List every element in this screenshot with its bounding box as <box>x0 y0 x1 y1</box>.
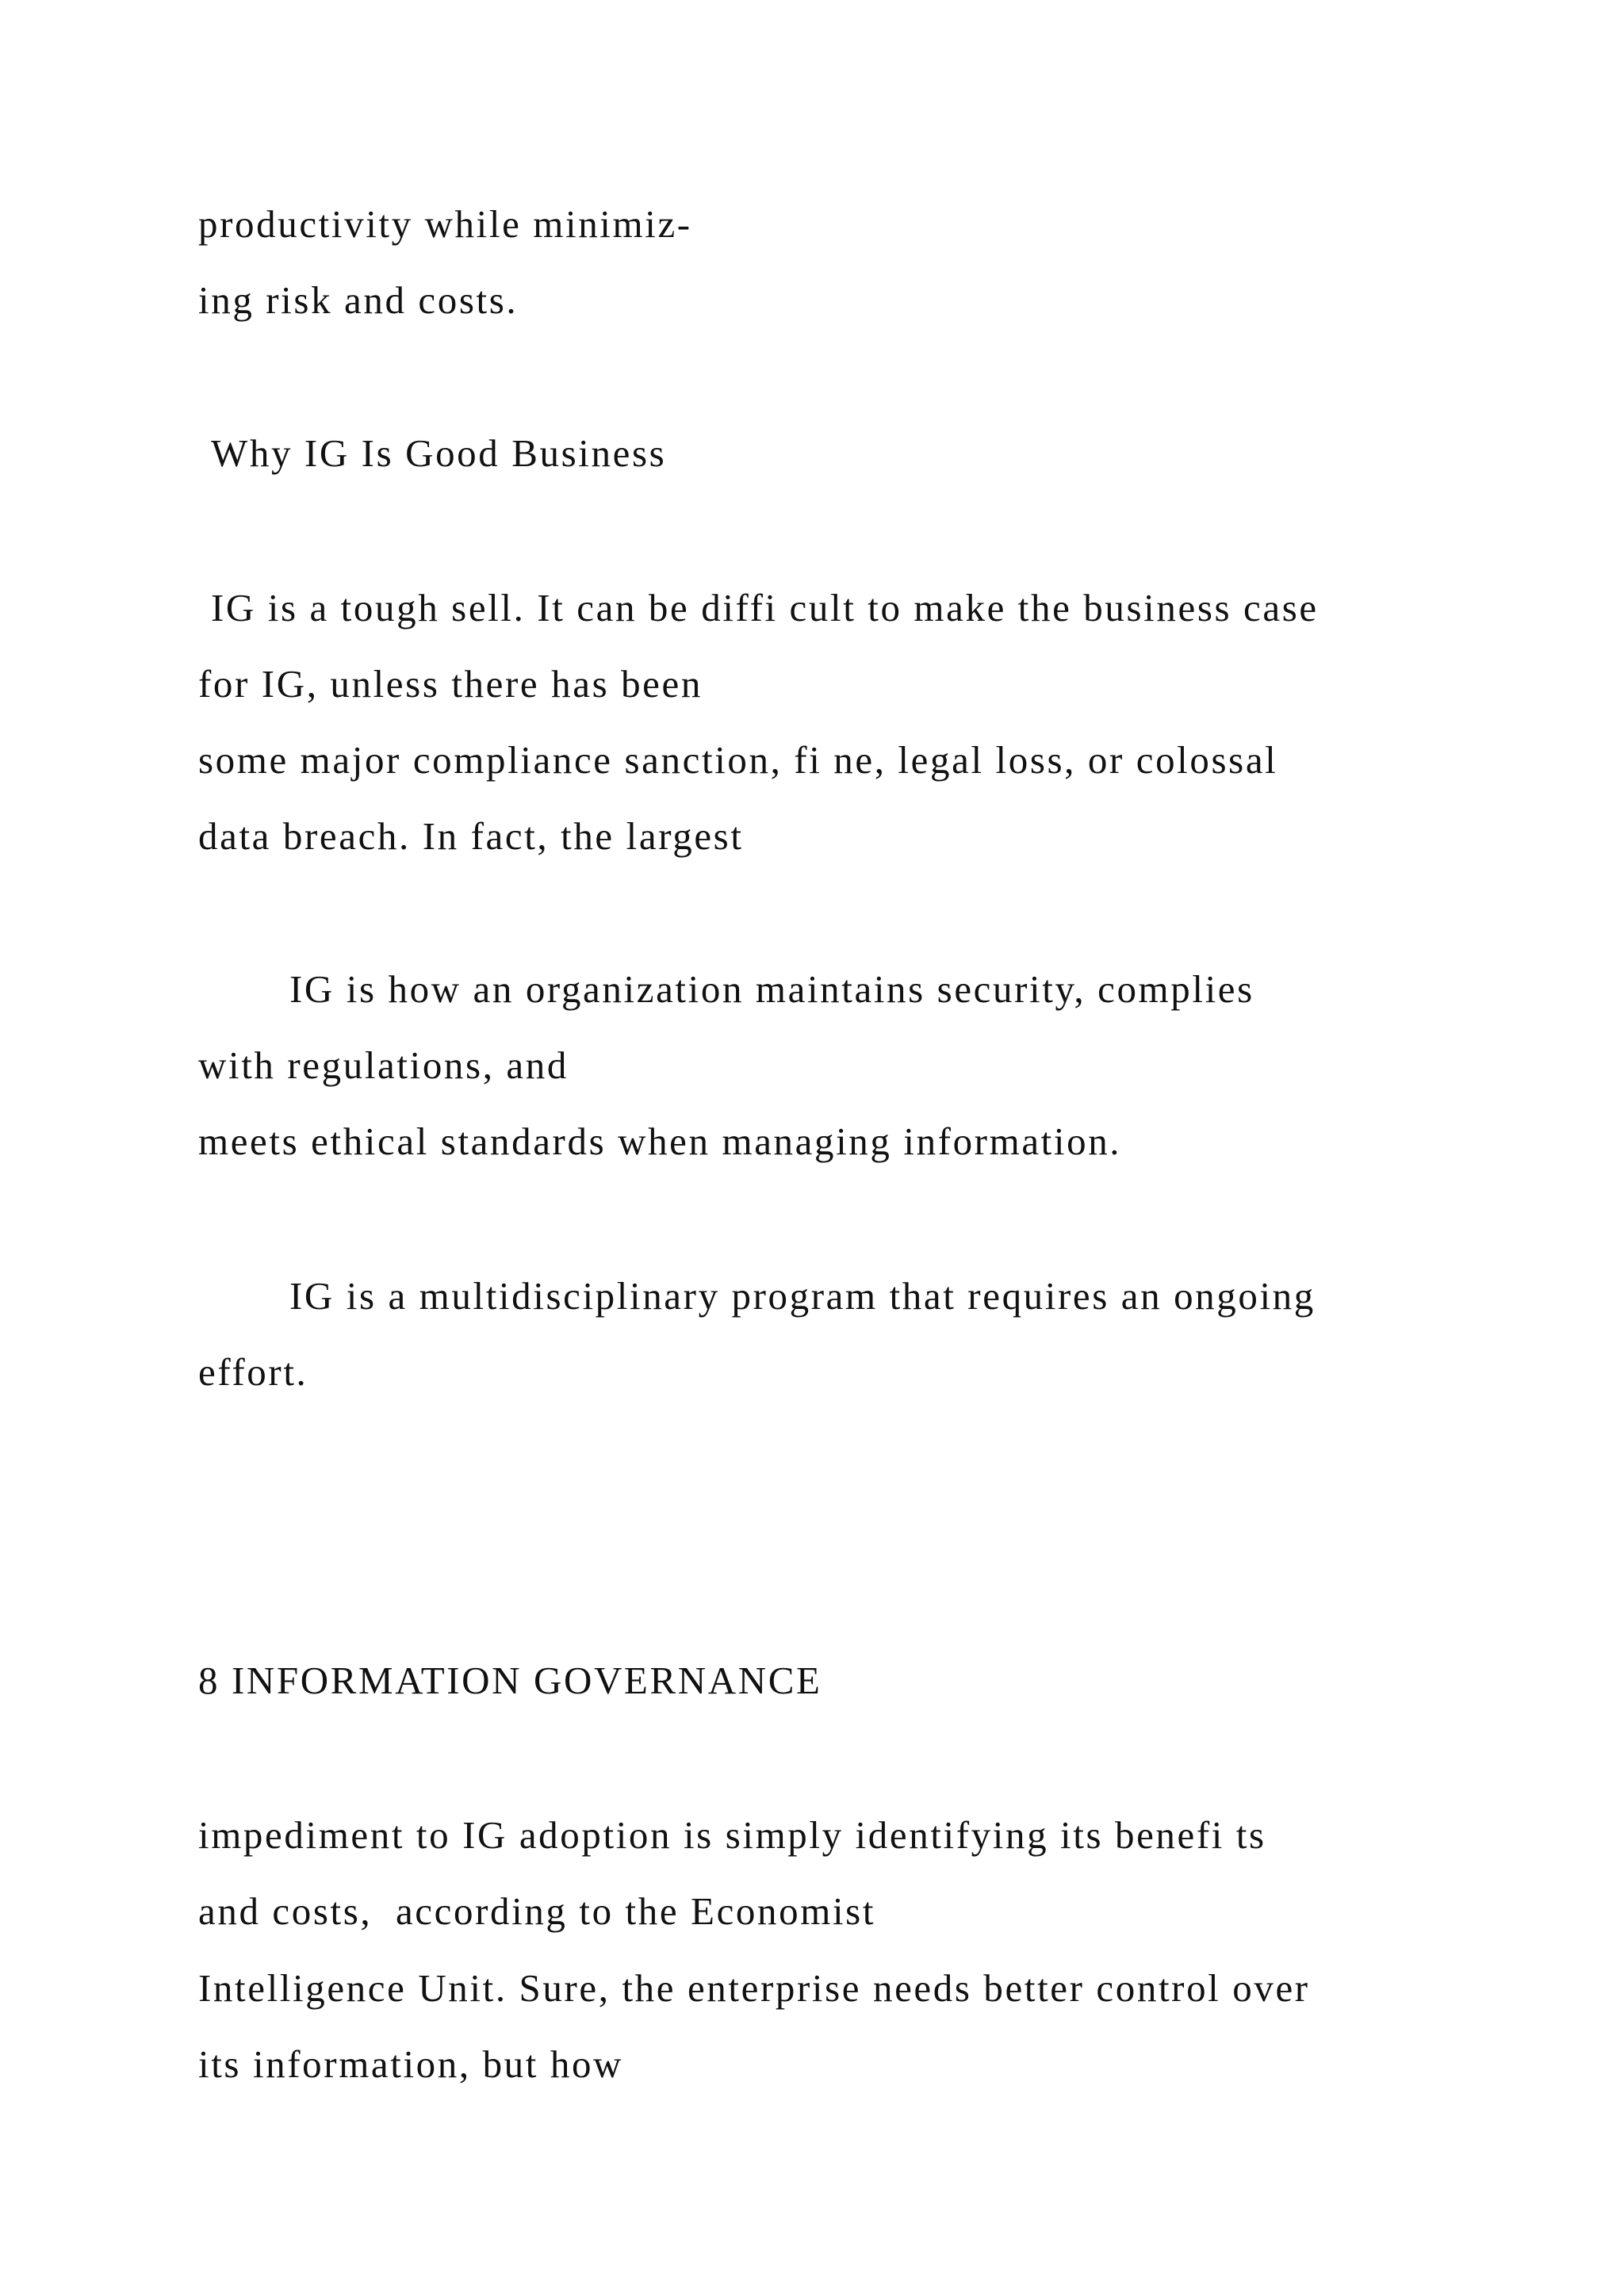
pull-quote-line: IG is a multidisciplinary program that requires an ongoing <box>289 1274 1316 1318</box>
pull-quote-line: with regulations, and <box>198 1043 569 1087</box>
pull-quote-line: effort. <box>198 1350 308 1394</box>
running-header: 8 INFORMATION GOVERNANCE <box>198 1659 822 1702</box>
body-text-line: ing risk and costs. <box>198 278 519 322</box>
body-text-line: some major compliance sanction, fi ne, legal loss, or colossal <box>198 738 1278 782</box>
body-text-line: data breach. In fact, the largest <box>198 814 744 858</box>
body-text-line: and costs, according to the Economist <box>198 1889 876 1933</box>
body-text-line: its information, but how <box>198 2042 624 2086</box>
pull-quote-line: IG is how an organization maintains security, complies <box>289 967 1254 1011</box>
body-text-line: impediment to IG adoption is simply identifying its benefi ts <box>198 1813 1266 1857</box>
body-text-line: Intelligence Unit. Sure, the enterprise needs better control over <box>198 1966 1310 2010</box>
pull-quote-line: meets ethical standards when managing information. <box>198 1119 1122 1163</box>
body-text-line: IG is a tough sell. It can be diffi cult to make the business case <box>211 586 1319 629</box>
section-heading: Why IG Is Good Business <box>211 431 667 475</box>
body-text-line: for IG, unless there has been <box>198 662 703 706</box>
body-text-line: productivity while minimiz- <box>198 202 692 246</box>
